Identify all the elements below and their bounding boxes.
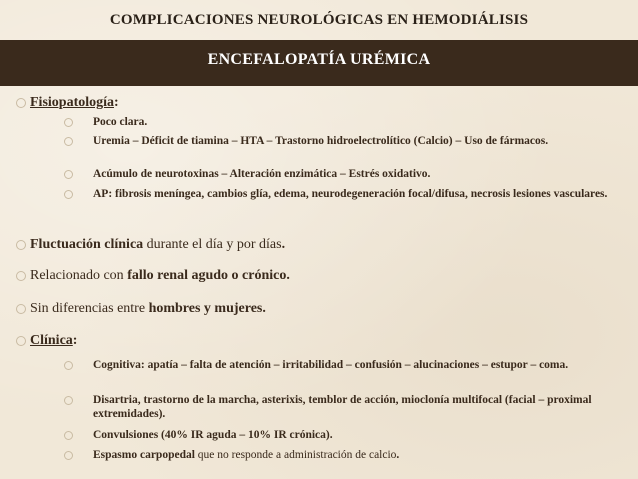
bullet-icon (16, 336, 26, 346)
heading-clinica: Clínica (30, 333, 73, 348)
bullet-relacionado: Relacionado con fallo renal agudo o crónico. (30, 267, 620, 284)
bullet-icon (64, 361, 73, 370)
sub-bullet: AP: fibrosis meníngea, cambios glía, edema, neurodegeneración focal/difusa, necrosis lesiones vasculares. (93, 187, 618, 201)
slide-title: COMPLICACIONES NEUROLÓGICAS EN HEMODIÁLISIS (109, 12, 529, 28)
sub-bullet: Convulsiones (40% IR aguda – 10% IR crónica). (93, 428, 618, 442)
bullet-icon (16, 304, 26, 314)
sub-bullet: Espasmo carpopedal que no responde a administración de calcio. (93, 448, 618, 462)
bullet-fisiopatologia: Fisiopatología: (30, 94, 620, 111)
sub-bullet: Poco clara. (93, 115, 618, 129)
sub-bullet: Uremia – Déficit de tiamina – HTA – Trastorno hidroelectrolítico (Calcio) – Uso de fármacos. (93, 134, 618, 148)
bullet-icon (64, 431, 73, 440)
sub-bullet: Acúmulo de neurotoxinas – Alteración enzimática – Estrés oxidativo. (93, 167, 618, 181)
bullet-sin-diferencias: Sin diferencias entre hombres y mujeres. (30, 300, 620, 317)
sub-bullet: Disartria, trastorno de la marcha, asterixis, temblor de acción, mioclonía multifocal (facial – proximal extremidades). (93, 393, 618, 421)
bullet-fluctuacion: Fluctuación clínica durante el día y por días. (30, 236, 620, 253)
bullet-icon (64, 170, 73, 179)
bullet-clinica: Clínica: (30, 332, 620, 349)
bullet-icon (64, 137, 73, 146)
heading-fisiopatologia: Fisiopatología (30, 95, 115, 110)
bullet-icon (16, 240, 26, 250)
banner-title: ENCEFALOPATÍA URÉMICA (207, 51, 431, 68)
bullet-icon (64, 396, 73, 405)
sub-bullet: Cognitiva: apatía – falta de atención – irritabilidad – confusión – alucinaciones – estupor – coma. (93, 358, 618, 372)
bullet-icon (64, 451, 73, 460)
bullet-icon (64, 118, 73, 127)
bullet-icon (16, 98, 26, 108)
bullet-icon (16, 271, 26, 281)
bullet-icon (64, 190, 73, 199)
